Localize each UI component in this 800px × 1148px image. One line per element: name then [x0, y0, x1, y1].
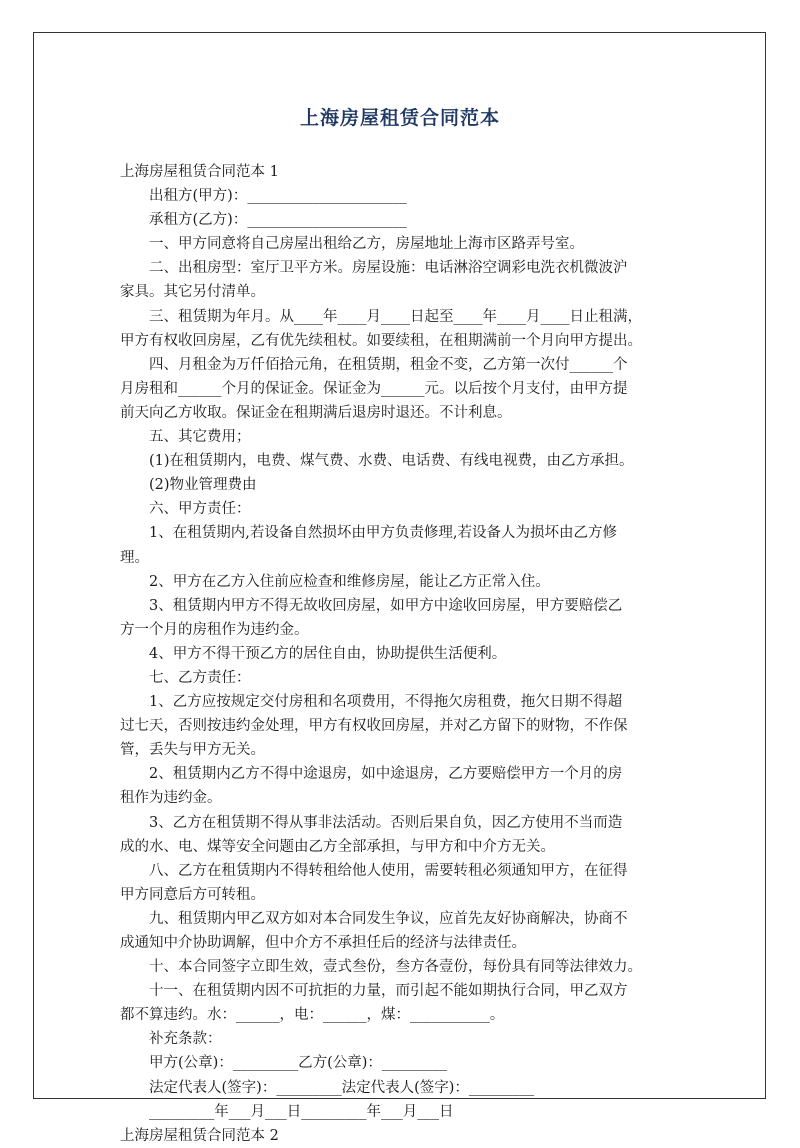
clause-4-line-2: 月房租和______个月的保证金。保证金为______元。以后按个月支付，由甲方提: [120, 380, 628, 397]
clause-2-line-1: 二、出租房型：室厅卫平方米。房屋设施：电话淋浴空调彩电洗衣机微波沪: [149, 260, 628, 277]
seal-line: 甲方(公章)：_________乙方(公章)：_________: [149, 1055, 448, 1072]
clause-7-item-3-line-2: 成的水、电、煤等安全问题由乙方全部承担，与甲方和中介方无关。: [120, 838, 555, 855]
clause-11-line-2: 都不算违约。水：______，电：______，煤：___________。: [120, 1007, 505, 1024]
clause-6-item-3-line-1: 3、租赁期内甲方不得无故收回房屋，如甲方中途收回房屋，甲方要赔偿乙: [149, 597, 623, 614]
clause-9-line-2: 成通知中介协助调解，但中介方不承担任后的经济与法律责任。: [120, 935, 526, 951]
clause-7-item-1-line-1: 1、乙方应按规定交付房租和名项费用，不得拖欠房租费，拖欠日期不得超: [149, 694, 623, 711]
clause-6-item-1-line-2: 理。: [120, 549, 149, 566]
clause-6-item-2: 2、甲方在乙方入住前应检查和维修房屋，能让乙方正常入住。: [149, 573, 550, 590]
clause-3-line-2: 甲方有权收回房屋，乙有优先续租杖。如要续租，在租期满前一个月向甲方提出。: [120, 332, 642, 349]
clause-5-heading: 五、其它费用；: [149, 429, 251, 446]
clause-6-item-3-line-2: 方一个月的房租作为违约金。: [120, 621, 309, 638]
clause-7-item-3-line-1: 3、乙方在租赁期不得从事非法活动。否则后果自负，因乙方使用不当而造: [149, 814, 623, 831]
document-body: [120, 160, 692, 1148]
clause-7-heading: 七、乙方责任：: [149, 669, 251, 686]
clause-7-item-2-line-1: 2、租赁期内乙方不得中途退房，如中途退房，乙方要赔偿甲方一个月的房: [149, 766, 623, 783]
clause-4-line-1: 四、月租金为万仟佰拾元角，在租赁期，租金不变，乙方第一次付______个: [149, 356, 628, 373]
clause-10: 十、本合同签字立即生效，壹式叁份，叁方各壹份，每份具有同等法律效力。: [149, 959, 642, 976]
clause-11-line-1: 十一、在租赁期内因不可抗拒的力量，而引起不能如期执行合同，甲乙双方: [149, 983, 628, 1000]
clause-5-item-2: (2)物业管理费由: [149, 477, 257, 494]
clause-8-line-2: 甲方同意后方可转租。: [120, 886, 265, 903]
clause-1: 一、甲方同意将自己房屋出租给乙方，房屋地址上海市区路弄号室。: [149, 236, 584, 253]
document-title: 上海房屋租赁合同范本: [299, 107, 500, 129]
tenant-line: 承租方(乙方)：______________________: [149, 212, 407, 229]
clause-6-heading: 六、甲方责任：: [149, 501, 251, 518]
clause-7-item-1-line-2: 过七天，否则按违约金处理，甲方有权收回房屋，并对乙方留下的财物，不作保: [120, 718, 628, 735]
landlord-line: 出租方(甲方)：______________________: [149, 188, 407, 205]
clause-6-item-4: 4、甲方不得干预乙方的居住自由，协助提供生活便利。: [149, 645, 507, 662]
section-heading-2: 上海房屋租赁合同范本 2: [120, 1127, 279, 1144]
clause-9-line-1: 九、租赁期内甲乙双方如对本合同发生争议，应首先友好协商解决，协商不: [149, 910, 628, 927]
date-line: _________年___月___日_________年___月___日: [149, 1103, 454, 1120]
signature-line: 法定代表人(签字)：_________法定代表人(签字)：_________: [149, 1079, 535, 1096]
clause-2-line-2: 家具。其它另付清单。: [120, 284, 265, 301]
clause-7-item-2-line-2: 租作为违约金。: [120, 790, 222, 807]
supplementary-terms: 补充条款：: [149, 1031, 222, 1048]
clause-4-line-3: 前天向乙方收取。保证金在租期满后退房时退还。不计利息。: [120, 404, 512, 421]
clause-6-item-1-line-1: 1、在租赁期内,若设备自然损坏由甲方负责修理,若设备人为损坏由乙方修: [149, 525, 617, 542]
clause-3-line-1: 三、租赁期为年月。从____年____月____日起至____年____月____日止租满，: [149, 308, 642, 325]
clause-8-line-1: 八、乙方在租赁期内不得转租给他人使用，需要转租必须通知甲方，在征得: [149, 862, 628, 879]
clause-5-item-1: (1)在租赁期内，电费、煤气费、水费、电话费、有线电视费，由乙方承担。: [149, 453, 634, 470]
section-heading-1: 上海房屋租赁合同范本 1: [120, 164, 279, 180]
clause-7-item-1-line-3: 管，丢失与甲方无关。: [120, 742, 265, 759]
